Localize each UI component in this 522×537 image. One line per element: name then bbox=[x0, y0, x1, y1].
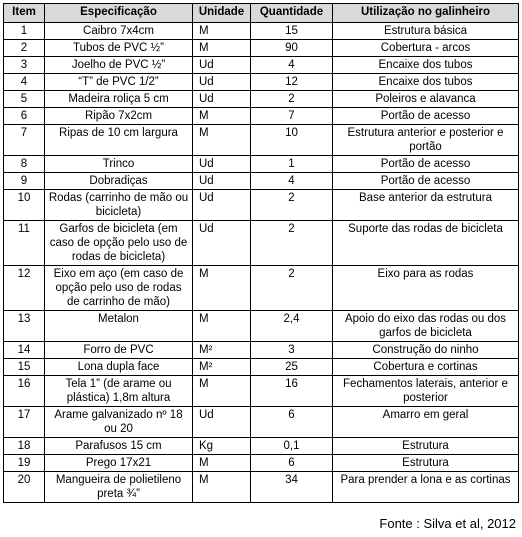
cell-quantidade: 6 bbox=[251, 407, 333, 438]
table-row bbox=[4, 57, 519, 74]
cell-especificacao: Dobradiças bbox=[45, 173, 193, 190]
cell-utilizacao: Portão de acesso bbox=[333, 156, 519, 173]
cell-especificacao: Prego 17x21 bbox=[45, 455, 193, 472]
cell-quantidade: 15 bbox=[251, 23, 333, 40]
header-especificacao: Especificação bbox=[45, 4, 193, 23]
cell-quantidade: 25 bbox=[251, 359, 333, 376]
cell-utilizacao: Portão de acesso bbox=[333, 108, 519, 125]
table-row bbox=[4, 438, 519, 455]
cell-item: 10 bbox=[4, 190, 45, 221]
cell-unidade: M bbox=[193, 23, 251, 40]
cell-unidade: M bbox=[193, 472, 251, 503]
cell-utilizacao: Estrutura básica bbox=[333, 23, 519, 40]
cell-unidade: Ud bbox=[193, 91, 251, 108]
cell-item: 18 bbox=[4, 438, 45, 455]
cell-quantidade: 7 bbox=[251, 108, 333, 125]
materials-table bbox=[3, 3, 519, 503]
cell-especificacao: Trinco bbox=[45, 156, 193, 173]
cell-item: 6 bbox=[4, 108, 45, 125]
cell-especificacao: Parafusos 15 cm bbox=[45, 438, 193, 455]
cell-especificacao: Joelho de PVC ½” bbox=[45, 57, 193, 74]
cell-unidade: M² bbox=[193, 342, 251, 359]
cell-quantidade: 2 bbox=[251, 190, 333, 221]
table-row bbox=[4, 91, 519, 108]
cell-utilizacao: Suporte das rodas de bicicleta bbox=[333, 221, 519, 266]
cell-utilizacao: Cobertura e cortinas bbox=[333, 359, 519, 376]
cell-utilizacao: Eixo para as rodas bbox=[333, 266, 519, 311]
cell-utilizacao: Cobertura - arcos bbox=[333, 40, 519, 57]
cell-unidade: Ud bbox=[193, 156, 251, 173]
table-row bbox=[4, 23, 519, 40]
cell-item: 11 bbox=[4, 221, 45, 266]
cell-utilizacao: Encaixe dos tubos bbox=[333, 57, 519, 74]
cell-item: 4 bbox=[4, 74, 45, 91]
cell-item: 15 bbox=[4, 359, 45, 376]
table-row bbox=[4, 359, 519, 376]
table-row bbox=[4, 455, 519, 472]
cell-especificacao: Mangueira de polietileno preta ¾” bbox=[45, 472, 193, 503]
cell-especificacao: Garfos de bicicleta (em caso de opção pelo uso de rodas de bicicleta) bbox=[45, 221, 193, 266]
table-row bbox=[4, 342, 519, 359]
cell-especificacao: Caibro 7x4cm bbox=[45, 23, 193, 40]
table-row bbox=[4, 74, 519, 91]
table-row bbox=[4, 311, 519, 342]
cell-utilizacao: Para prender a lona e as cortinas bbox=[333, 472, 519, 503]
table-row bbox=[4, 266, 519, 311]
table-row bbox=[4, 376, 519, 407]
cell-unidade: Ud bbox=[193, 407, 251, 438]
table-row bbox=[4, 125, 519, 156]
cell-utilizacao: Encaixe dos tubos bbox=[333, 74, 519, 91]
table-header-row bbox=[4, 4, 519, 23]
cell-unidade: M bbox=[193, 108, 251, 125]
table-row bbox=[4, 221, 519, 266]
cell-unidade: M bbox=[193, 40, 251, 57]
cell-quantidade: 4 bbox=[251, 57, 333, 74]
cell-item: 7 bbox=[4, 125, 45, 156]
cell-unidade: Ud bbox=[193, 190, 251, 221]
cell-utilizacao: Apoio do eixo das rodas ou dos garfos de bicicleta bbox=[333, 311, 519, 342]
cell-unidade: Ud bbox=[193, 74, 251, 91]
cell-especificacao: Eixo em aço (em caso de opção pelo uso de rodas de carrinho de mão) bbox=[45, 266, 193, 311]
header-unidade: Unidade bbox=[193, 4, 251, 23]
cell-especificacao: Arame galvanizado nº 18 ou 20 bbox=[45, 407, 193, 438]
cell-item: 16 bbox=[4, 376, 45, 407]
cell-item: 14 bbox=[4, 342, 45, 359]
cell-utilizacao: Base anterior da estrutura bbox=[333, 190, 519, 221]
cell-quantidade: 2 bbox=[251, 91, 333, 108]
cell-utilizacao: Estrutura bbox=[333, 455, 519, 472]
table-row bbox=[4, 40, 519, 57]
cell-unidade: M bbox=[193, 266, 251, 311]
cell-quantidade: 1 bbox=[251, 156, 333, 173]
cell-utilizacao: Fechamentos laterais, anterior e posterior bbox=[333, 376, 519, 407]
cell-especificacao: Madeira roliça 5 cm bbox=[45, 91, 193, 108]
cell-item: 5 bbox=[4, 91, 45, 108]
cell-utilizacao: Amarro em geral bbox=[333, 407, 519, 438]
cell-utilizacao: Construção do ninho bbox=[333, 342, 519, 359]
cell-quantidade: 4 bbox=[251, 173, 333, 190]
header-utilizacao: Utilização no galinheiro bbox=[333, 4, 519, 23]
cell-item: 9 bbox=[4, 173, 45, 190]
cell-unidade: M² bbox=[193, 359, 251, 376]
table-row bbox=[4, 190, 519, 221]
cell-quantidade: 2 bbox=[251, 221, 333, 266]
cell-especificacao: Tela 1” (de arame ou plástica) 1,8m altura bbox=[45, 376, 193, 407]
cell-quantidade: 90 bbox=[251, 40, 333, 57]
cell-unidade: Ud bbox=[193, 221, 251, 266]
cell-especificacao: Ripas de 10 cm largura bbox=[45, 125, 193, 156]
cell-item: 17 bbox=[4, 407, 45, 438]
cell-quantidade: 16 bbox=[251, 376, 333, 407]
cell-especificacao: Tubos de PVC ½” bbox=[45, 40, 193, 57]
cell-especificacao: Rodas (carrinho de mão ou bicicleta) bbox=[45, 190, 193, 221]
cell-quantidade: 2,4 bbox=[251, 311, 333, 342]
cell-item: 19 bbox=[4, 455, 45, 472]
cell-item: 20 bbox=[4, 472, 45, 503]
header-item: Item bbox=[4, 4, 45, 23]
cell-especificacao: Forro de PVC bbox=[45, 342, 193, 359]
cell-utilizacao: Estrutura anterior e posterior e portão bbox=[333, 125, 519, 156]
cell-item: 2 bbox=[4, 40, 45, 57]
cell-utilizacao: Poleiros e alavanca bbox=[333, 91, 519, 108]
cell-quantidade: 3 bbox=[251, 342, 333, 359]
cell-especificacao: Ripão 7x2cm bbox=[45, 108, 193, 125]
cell-utilizacao: Estrutura bbox=[333, 438, 519, 455]
header-quantidade: Quantidade bbox=[251, 4, 333, 23]
cell-unidade: M bbox=[193, 125, 251, 156]
table-row bbox=[4, 108, 519, 125]
table-row bbox=[4, 472, 519, 503]
cell-unidade: Ud bbox=[193, 57, 251, 74]
cell-quantidade: 12 bbox=[251, 74, 333, 91]
table-row bbox=[4, 173, 519, 190]
cell-especificacao: Metalon bbox=[45, 311, 193, 342]
cell-unidade: M bbox=[193, 311, 251, 342]
cell-item: 13 bbox=[4, 311, 45, 342]
cell-quantidade: 6 bbox=[251, 455, 333, 472]
cell-quantidade: 2 bbox=[251, 266, 333, 311]
cell-quantidade: 10 bbox=[251, 125, 333, 156]
cell-unidade: Ud bbox=[193, 173, 251, 190]
cell-especificacao: Lona dupla face bbox=[45, 359, 193, 376]
cell-item: 1 bbox=[4, 23, 45, 40]
cell-utilizacao: Portão de acesso bbox=[333, 173, 519, 190]
cell-unidade: M bbox=[193, 455, 251, 472]
cell-item: 12 bbox=[4, 266, 45, 311]
cell-quantidade: 0,1 bbox=[251, 438, 333, 455]
source-caption: Fonte : Silva et al, 2012 bbox=[379, 516, 516, 531]
cell-unidade: Kg bbox=[193, 438, 251, 455]
cell-especificacao: “T” de PVC 1/2” bbox=[45, 74, 193, 91]
cell-item: 3 bbox=[4, 57, 45, 74]
cell-unidade: M bbox=[193, 376, 251, 407]
cell-item: 8 bbox=[4, 156, 45, 173]
table-row bbox=[4, 156, 519, 173]
table-row bbox=[4, 407, 519, 438]
cell-quantidade: 34 bbox=[251, 472, 333, 503]
table-body bbox=[4, 23, 519, 503]
